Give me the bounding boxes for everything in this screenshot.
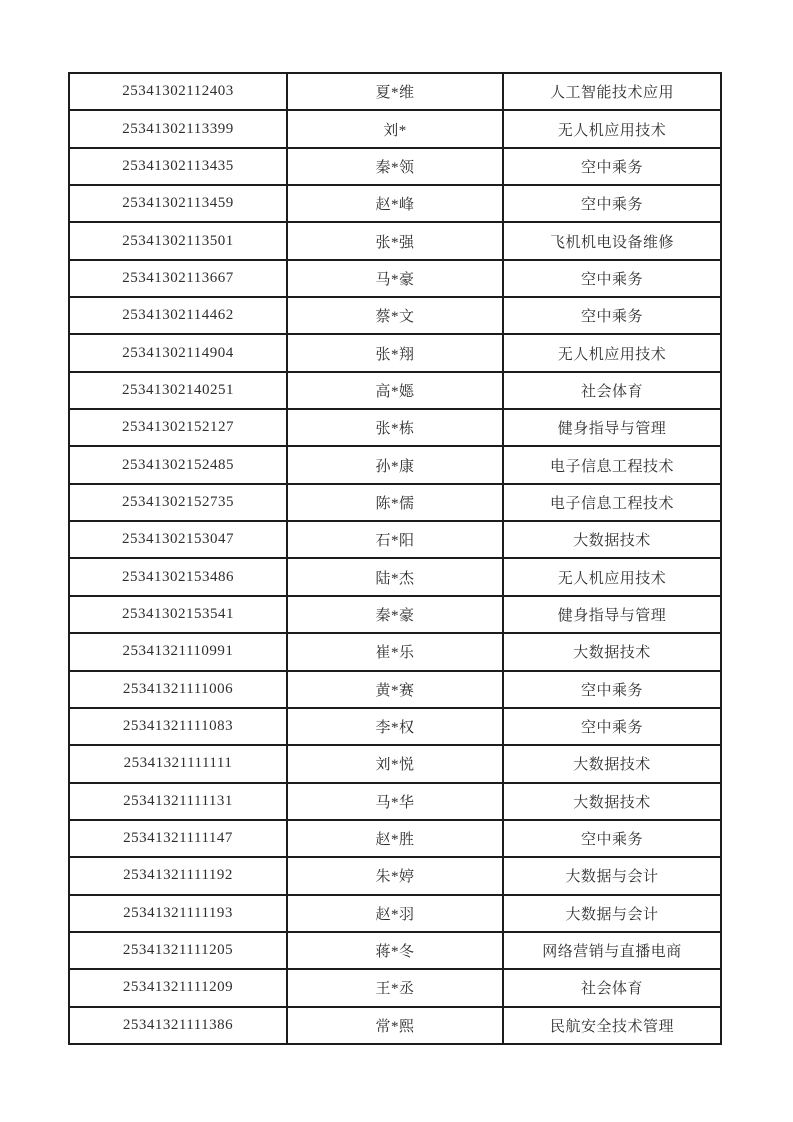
table-row bbox=[69, 260, 721, 297]
candidate-id-cell: 25341321111131 bbox=[69, 783, 287, 820]
candidate-id-cell: 25341302113399 bbox=[69, 110, 287, 147]
candidate-name-cell: 王*丞 bbox=[287, 969, 503, 1006]
major-cell: 健身指导与管理 bbox=[503, 596, 721, 633]
major-cell: 无人机应用技术 bbox=[503, 110, 721, 147]
major-cell: 网络营销与直播电商 bbox=[503, 932, 721, 969]
major-cell: 空中乘务 bbox=[503, 185, 721, 222]
major-cell: 电子信息工程技术 bbox=[503, 446, 721, 483]
major-cell: 大数据与会计 bbox=[503, 895, 721, 932]
table-row bbox=[69, 409, 721, 446]
candidate-name-cell: 刘*悦 bbox=[287, 745, 503, 782]
table-row bbox=[69, 334, 721, 371]
table-row bbox=[69, 521, 721, 558]
candidate-name-cell: 常*熙 bbox=[287, 1007, 503, 1044]
candidate-id-cell: 25341302113667 bbox=[69, 260, 287, 297]
table-row bbox=[69, 633, 721, 670]
candidate-name-cell: 夏*维 bbox=[287, 73, 503, 110]
candidate-id-cell: 25341302152485 bbox=[69, 446, 287, 483]
candidate-name-cell: 赵*羽 bbox=[287, 895, 503, 932]
major-cell: 健身指导与管理 bbox=[503, 409, 721, 446]
candidate-name-cell: 高*嫕 bbox=[287, 372, 503, 409]
major-cell: 社会体育 bbox=[503, 969, 721, 1006]
candidate-id-cell: 25341321111083 bbox=[69, 708, 287, 745]
major-cell: 民航安全技术管理 bbox=[503, 1007, 721, 1044]
candidate-name-cell: 陈*儒 bbox=[287, 484, 503, 521]
table-row bbox=[69, 895, 721, 932]
major-cell: 大数据技术 bbox=[503, 633, 721, 670]
candidate-id-cell: 25341302152735 bbox=[69, 484, 287, 521]
candidate-id-cell: 25341321111147 bbox=[69, 820, 287, 857]
admission-roster-table bbox=[68, 72, 722, 1045]
table-row bbox=[69, 148, 721, 185]
major-cell: 大数据技术 bbox=[503, 783, 721, 820]
major-cell: 大数据与会计 bbox=[503, 857, 721, 894]
candidate-name-cell: 石*阳 bbox=[287, 521, 503, 558]
major-cell: 无人机应用技术 bbox=[503, 334, 721, 371]
candidate-name-cell: 赵*峰 bbox=[287, 185, 503, 222]
roster-table-body bbox=[69, 73, 721, 1044]
candidate-id-cell: 25341302113459 bbox=[69, 185, 287, 222]
major-cell: 社会体育 bbox=[503, 372, 721, 409]
candidate-id-cell: 25341321110991 bbox=[69, 633, 287, 670]
candidate-id-cell: 25341302140251 bbox=[69, 372, 287, 409]
candidate-id-cell: 25341321111205 bbox=[69, 932, 287, 969]
candidate-name-cell: 秦*领 bbox=[287, 148, 503, 185]
candidate-name-cell: 朱*婷 bbox=[287, 857, 503, 894]
table-row bbox=[69, 596, 721, 633]
table-row bbox=[69, 372, 721, 409]
major-cell: 空中乘务 bbox=[503, 260, 721, 297]
candidate-id-cell: 25341302153486 bbox=[69, 558, 287, 595]
table-row bbox=[69, 185, 721, 222]
major-cell: 无人机应用技术 bbox=[503, 558, 721, 595]
major-cell: 空中乘务 bbox=[503, 671, 721, 708]
candidate-name-cell: 陆*杰 bbox=[287, 558, 503, 595]
table-row bbox=[69, 932, 721, 969]
candidate-id-cell: 25341302113435 bbox=[69, 148, 287, 185]
table-row bbox=[69, 783, 721, 820]
candidate-id-cell: 25341321111006 bbox=[69, 671, 287, 708]
table-row bbox=[69, 110, 721, 147]
candidate-name-cell: 张*翔 bbox=[287, 334, 503, 371]
candidate-name-cell: 张*强 bbox=[287, 222, 503, 259]
candidate-name-cell: 蔡*文 bbox=[287, 297, 503, 334]
candidate-name-cell: 蒋*冬 bbox=[287, 932, 503, 969]
candidate-id-cell: 25341321111193 bbox=[69, 895, 287, 932]
major-cell: 空中乘务 bbox=[503, 820, 721, 857]
major-cell: 电子信息工程技术 bbox=[503, 484, 721, 521]
major-cell: 空中乘务 bbox=[503, 148, 721, 185]
major-cell: 人工智能技术应用 bbox=[503, 73, 721, 110]
table-row bbox=[69, 297, 721, 334]
table-row bbox=[69, 820, 721, 857]
table-row bbox=[69, 73, 721, 110]
candidate-name-cell: 张*栋 bbox=[287, 409, 503, 446]
candidate-name-cell: 黄*赛 bbox=[287, 671, 503, 708]
table-row bbox=[69, 446, 721, 483]
candidate-id-cell: 25341321111111 bbox=[69, 745, 287, 782]
candidate-name-cell: 秦*豪 bbox=[287, 596, 503, 633]
table-row bbox=[69, 671, 721, 708]
major-cell: 大数据技术 bbox=[503, 745, 721, 782]
table-row bbox=[69, 558, 721, 595]
table-row bbox=[69, 969, 721, 1006]
candidate-id-cell: 25341302114904 bbox=[69, 334, 287, 371]
candidate-name-cell: 马*豪 bbox=[287, 260, 503, 297]
table-row bbox=[69, 708, 721, 745]
table-row bbox=[69, 857, 721, 894]
candidate-name-cell: 李*权 bbox=[287, 708, 503, 745]
major-cell: 空中乘务 bbox=[503, 708, 721, 745]
candidate-name-cell: 马*华 bbox=[287, 783, 503, 820]
candidate-id-cell: 25341321111192 bbox=[69, 857, 287, 894]
candidate-id-cell: 25341302112403 bbox=[69, 73, 287, 110]
table-row bbox=[69, 745, 721, 782]
candidate-id-cell: 25341302153047 bbox=[69, 521, 287, 558]
major-cell: 空中乘务 bbox=[503, 297, 721, 334]
candidate-name-cell: 孙*康 bbox=[287, 446, 503, 483]
table-row bbox=[69, 1007, 721, 1044]
candidate-name-cell: 赵*胜 bbox=[287, 820, 503, 857]
candidate-id-cell: 25341321111386 bbox=[69, 1007, 287, 1044]
candidate-name-cell: 刘* bbox=[287, 110, 503, 147]
candidate-id-cell: 25341302113501 bbox=[69, 222, 287, 259]
candidate-id-cell: 25341321111209 bbox=[69, 969, 287, 1006]
major-cell: 大数据技术 bbox=[503, 521, 721, 558]
table-row bbox=[69, 222, 721, 259]
table-row bbox=[69, 484, 721, 521]
candidate-id-cell: 25341302114462 bbox=[69, 297, 287, 334]
major-cell: 飞机机电设备维修 bbox=[503, 222, 721, 259]
candidate-id-cell: 25341302153541 bbox=[69, 596, 287, 633]
candidate-id-cell: 25341302152127 bbox=[69, 409, 287, 446]
candidate-name-cell: 崔*乐 bbox=[287, 633, 503, 670]
